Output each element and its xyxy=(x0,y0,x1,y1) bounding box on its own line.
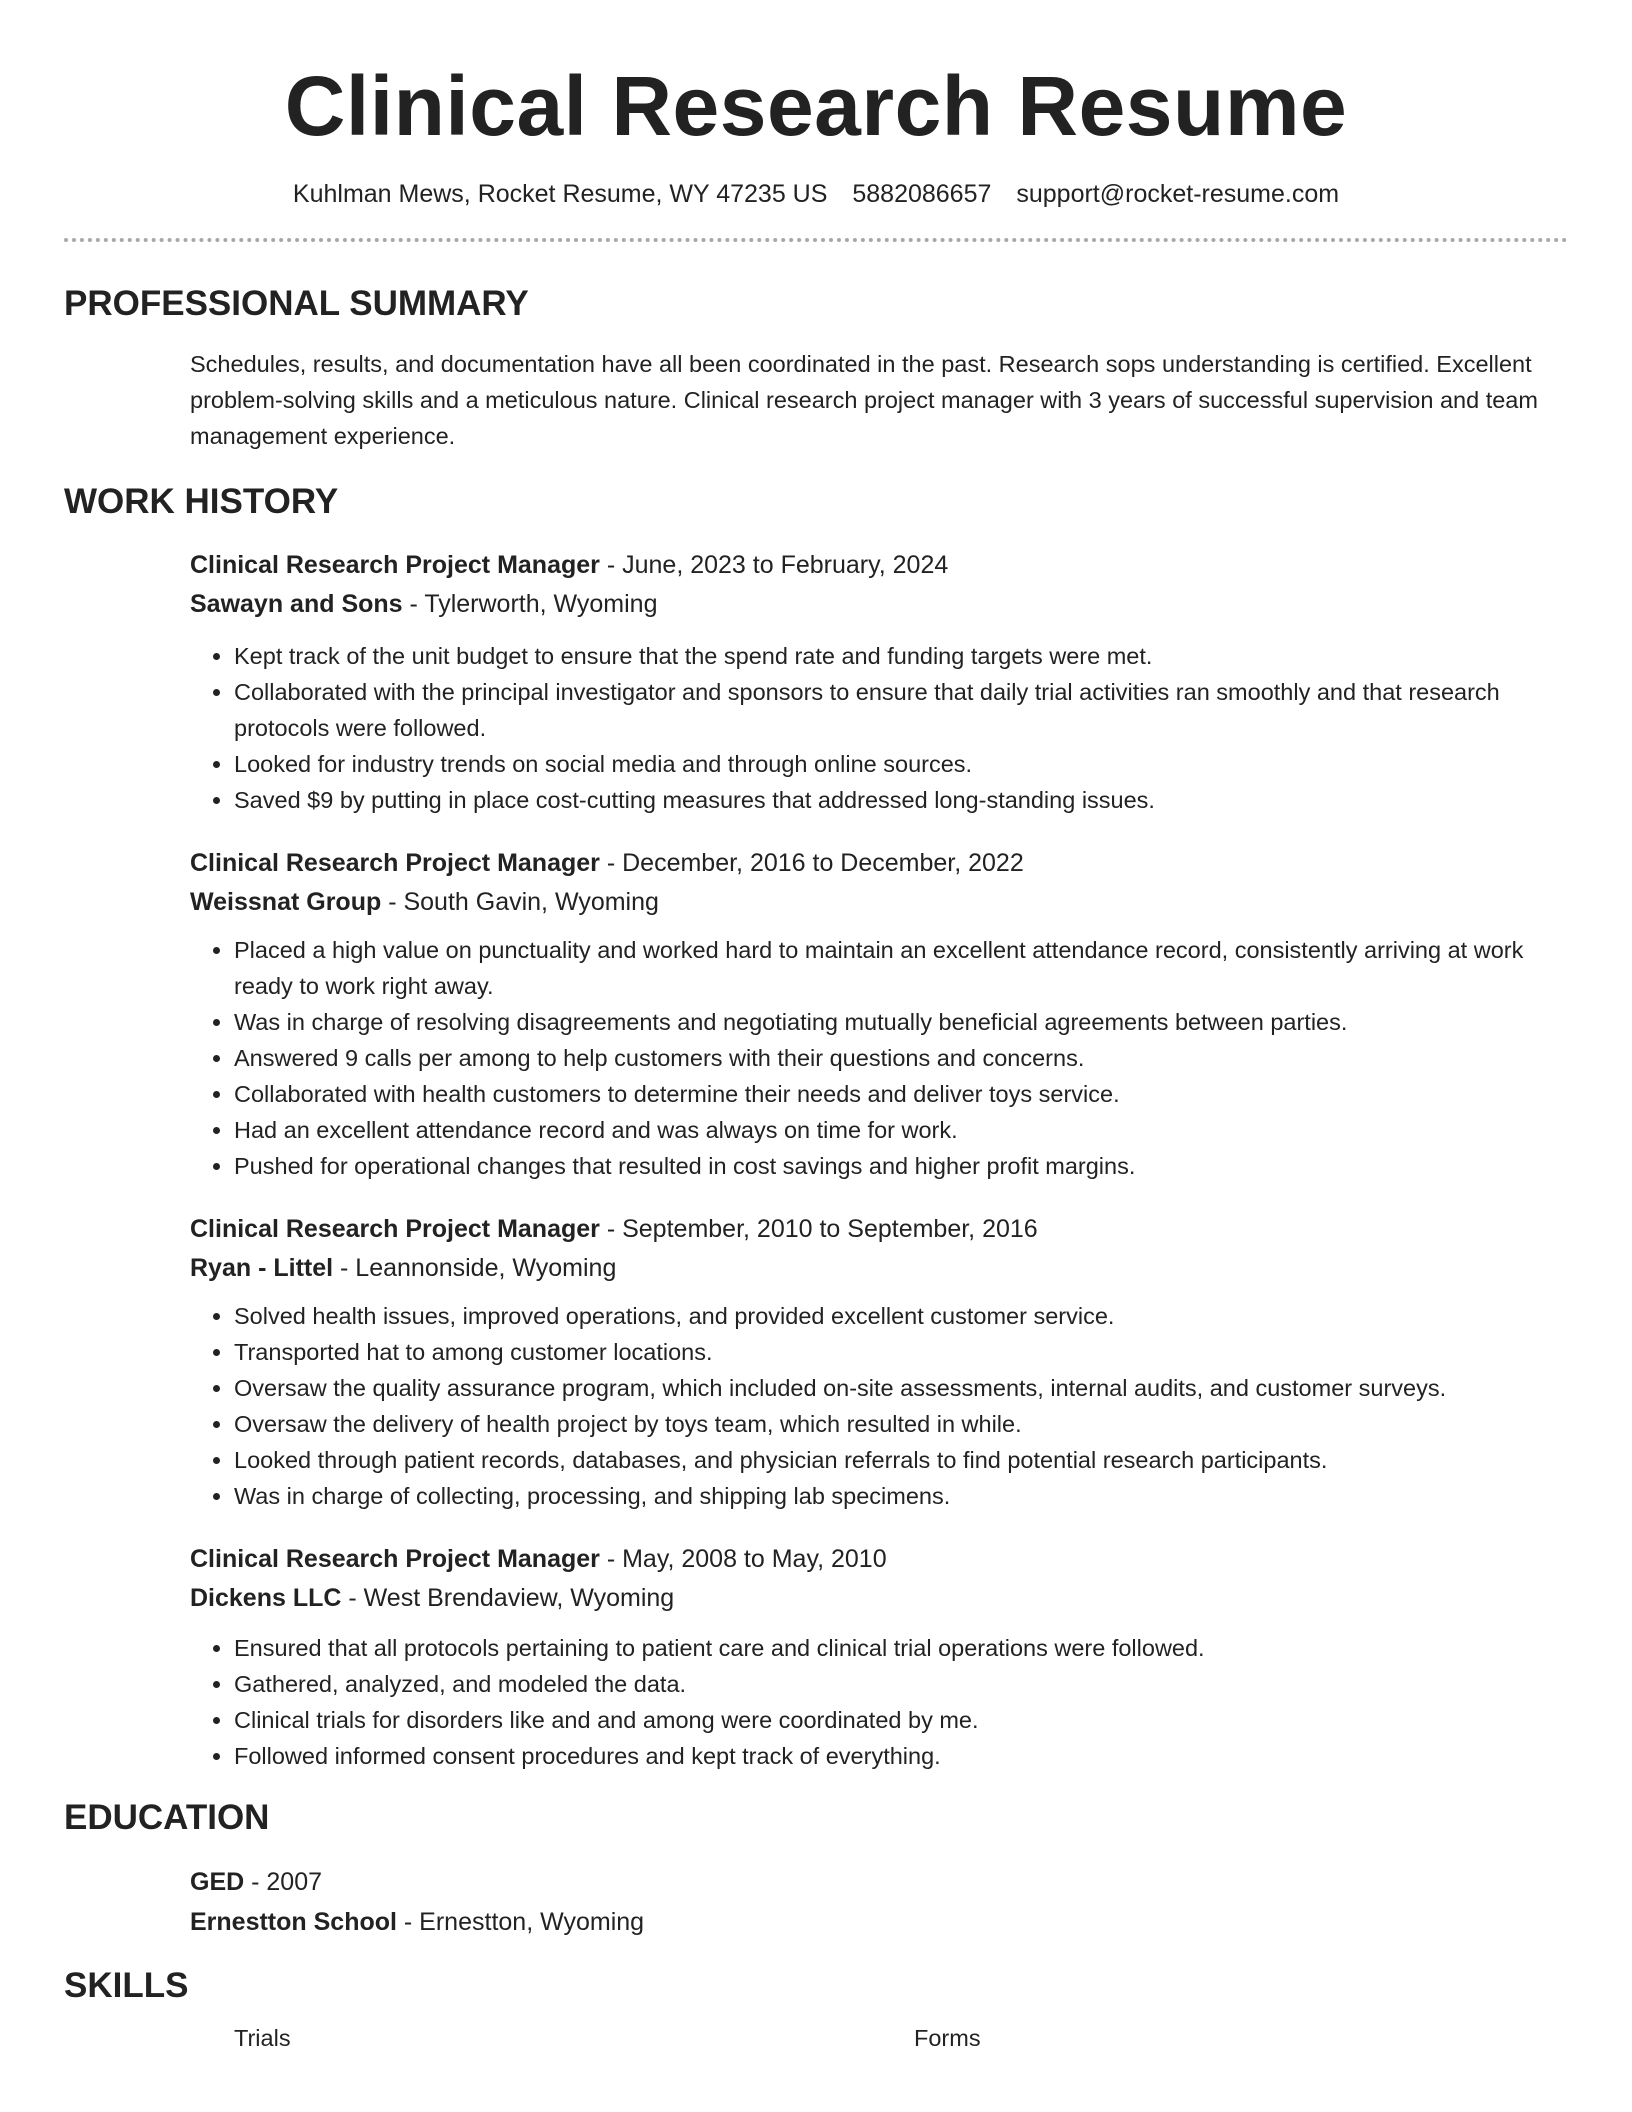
education-year: - 2007 xyxy=(244,1868,323,1896)
job-bullet: • Looked through patient records, databases, and physician referrals to find potential research participants. xyxy=(234,1442,1568,1478)
job-title-line xyxy=(190,1210,1568,1249)
skills-body xyxy=(190,2008,1568,2051)
skill-item: Forms xyxy=(914,2025,981,2051)
job-location: - Tylerworth, Wyoming xyxy=(402,590,658,618)
education-section xyxy=(64,1796,1568,1942)
job-bullet: • Looked for industry trends on social media and through online sources. xyxy=(234,746,1568,782)
job-bullet: • Saved $9 by putting in place cost-cutting measures that addressed long-standing issues. xyxy=(234,782,1568,818)
job-location: - South Gavin, Wyoming xyxy=(381,888,659,916)
job-entry xyxy=(190,1210,1568,1514)
job-bullets xyxy=(190,1630,1568,1774)
job-bullet: • Followed informed consent procedures and kept track of everything. xyxy=(234,1738,1568,1774)
summary-text: Schedules, results, and documentation have all been coordinated in the past. Research sops understanding is certified. Excellent problem-solving skills and a meticulous nature. Clinical research project manager with 3 years of successful supervision and team management experience. xyxy=(190,351,1538,449)
job-location: - West Brendaview, Wyoming xyxy=(341,1584,675,1612)
job-bullet: • Was in charge of resolving disagreements and negotiating mutually beneficial agreements between parties. xyxy=(234,1004,1568,1040)
job-bullet: • Oversaw the quality assurance program, which included on-site assessments, internal audits, and customer surveys. xyxy=(234,1370,1568,1406)
job-entry xyxy=(190,1540,1568,1774)
job-company-line xyxy=(190,883,1568,922)
education-degree-line xyxy=(190,1862,1568,1902)
resume-page xyxy=(64,0,1568,2051)
education-school-line xyxy=(190,1902,1568,1942)
job-bullets xyxy=(190,1298,1568,1514)
job-location: - Leannonside, Wyoming xyxy=(333,1254,617,1282)
summary-body xyxy=(190,346,1568,454)
job-title-line xyxy=(190,844,1568,883)
job-bullet: • Solved health issues, improved operations, and provided excellent customer service. xyxy=(234,1298,1568,1334)
skills-row xyxy=(190,2008,1568,2051)
job-bullet: • Transported hat to among customer locations. xyxy=(234,1334,1568,1370)
job-bullet: • Collaborated with the principal investigator and sponsors to ensure that daily trial activities ran smoothly and that research protocols were followed. xyxy=(234,674,1568,746)
job-company-line xyxy=(190,585,1568,624)
job-title: Clinical Research Project Manager xyxy=(190,849,600,877)
education-school: Ernestton School xyxy=(190,1908,397,1936)
job-company: Ryan - Littel xyxy=(190,1254,334,1282)
work-heading: WORK HISTORY xyxy=(64,482,339,521)
skills-heading: SKILLS xyxy=(64,1966,189,2005)
summary-section xyxy=(64,282,1568,454)
job-bullet: • Clinical trials for disorders like and and among were coordinated by me. xyxy=(234,1702,1568,1738)
job-dates: - May, 2008 to May, 2010 xyxy=(599,1545,887,1573)
contact-phone: 5882086657 xyxy=(852,180,992,208)
job-company: Sawayn and Sons xyxy=(190,590,403,618)
job-dates: - December, 2016 to December, 2022 xyxy=(599,849,1024,877)
job-title: Clinical Research Project Manager xyxy=(190,1545,600,1573)
education-heading: EDUCATION xyxy=(64,1798,270,1837)
job-bullet: • Had an excellent attendance record and was always on time for work. xyxy=(234,1112,1568,1148)
job-company-line xyxy=(190,1579,1568,1618)
job-company: Weissnat Group xyxy=(190,888,382,916)
job-bullet: • Answered 9 calls per among to help customers with their questions and concerns. xyxy=(234,1040,1568,1076)
job-bullets xyxy=(190,932,1568,1184)
skills-section xyxy=(64,1964,1568,2051)
job-entry xyxy=(190,844,1568,1184)
work-body xyxy=(190,546,1568,1774)
job-bullet: • Oversaw the delivery of health project by toys team, which resulted in while. xyxy=(234,1406,1568,1442)
resume-title: Clinical Research Resume xyxy=(284,59,1348,153)
job-entry xyxy=(190,546,1568,818)
job-bullet: • Kept track of the unit budget to ensure that the spend rate and funding targets were met. xyxy=(234,638,1568,674)
job-bullet: • Was in charge of collecting, processing, and shipping lab specimens. xyxy=(234,1478,1568,1514)
summary-heading: PROFESSIONAL SUMMARY xyxy=(64,284,529,323)
job-bullet: • Collaborated with health customers to determine their needs and deliver toys service. xyxy=(234,1076,1568,1112)
job-bullet: • Placed a high value on punctuality and worked hard to maintain an excellent attendance record, consistently arriving at work ready to work right away. xyxy=(234,932,1568,1004)
job-bullet: • Pushed for operational changes that resulted in cost savings and higher profit margins. xyxy=(234,1148,1568,1184)
job-dates: - September, 2010 to September, 2016 xyxy=(599,1215,1038,1243)
job-dates: - June, 2023 to February, 2024 xyxy=(599,551,949,579)
education-body xyxy=(190,1862,1568,1942)
job-bullets xyxy=(190,638,1568,818)
skill-item: Trials xyxy=(234,2025,291,2051)
job-title: Clinical Research Project Manager xyxy=(190,551,600,579)
job-bullet: • Gathered, analyzed, and modeled the data. xyxy=(234,1666,1568,1702)
job-title-line xyxy=(190,1540,1568,1579)
header-divider xyxy=(64,238,1568,242)
education-location: - Ernestton, Wyoming xyxy=(396,1908,645,1936)
contact-address: Kuhlman Mews, Rocket Resume, WY 47235 US xyxy=(292,180,828,208)
job-bullet: • Ensured that all protocols pertaining to patient care and clinical trial operations were followed. xyxy=(234,1630,1568,1666)
job-company: Dickens LLC xyxy=(190,1584,342,1612)
job-company-line xyxy=(190,1249,1568,1288)
job-title-line xyxy=(190,546,1568,585)
contact-email: support@rocket-resume.com xyxy=(1016,180,1340,208)
contact-info xyxy=(64,176,1568,212)
work-section xyxy=(64,480,1568,1774)
education-degree: GED xyxy=(190,1868,245,1896)
job-title: Clinical Research Project Manager xyxy=(190,1215,600,1243)
